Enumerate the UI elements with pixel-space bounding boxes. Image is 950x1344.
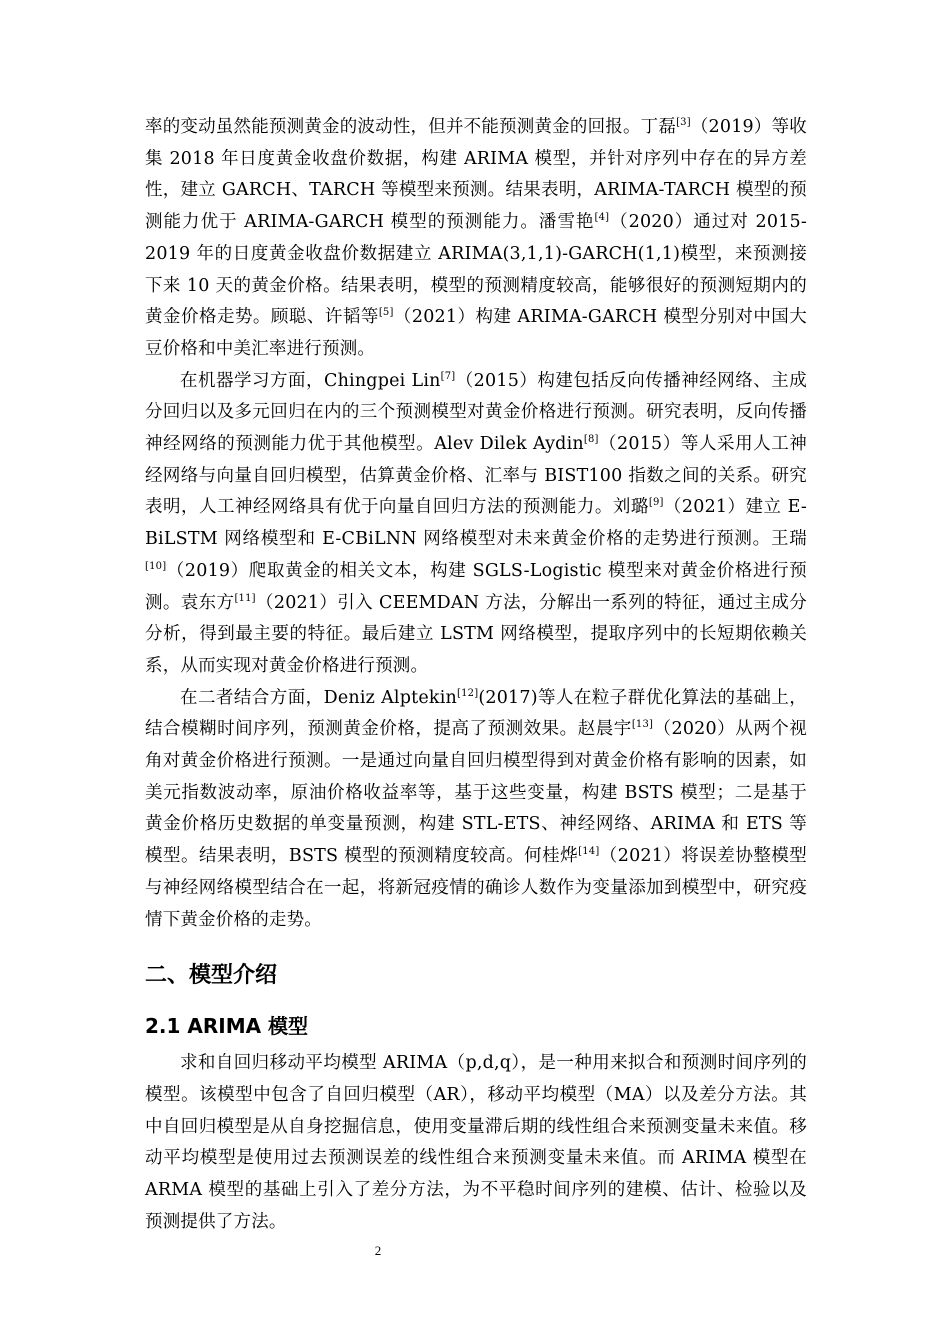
arima-paragraph: 求和自回归移动平均模型 ARIMA（p,d,q），是一种用来拟合和预测时间序列的模型。该模型中包含了自回归模型（AR），移动平均模型（MA）以及差分方法。其中自回归模型是从自身挖掘信息，使用变量滞后期的线性组合来预测变量未来值。移动平均模型是使用过去预测误差的线性组合来预测变量未来值。而 ARIMA 模型在 ARMA 模型的基础上引入了差分方法，为不平稳时间序列的建模、估计、检验以及预测提供了方法。 [145, 1053, 807, 1232]
document-page [145, 112, 807, 1239]
text-run: 在机器学习方面，Chingpei Lin [180, 370, 441, 391]
citation-marker: [7] [440, 370, 456, 382]
citation-marker: [3] [676, 117, 691, 129]
citation-marker: [13] [631, 719, 654, 731]
citation-marker: [5] [378, 307, 394, 319]
text-run: （2019）爬取黄金的相关文本，构建 SGLS-Logistic 模型来对黄金价格进行预测。袁东方 [145, 560, 807, 613]
paragraph-p1 [145, 112, 807, 366]
citation-marker: [10] [145, 561, 167, 573]
paragraph-p3 [145, 683, 807, 937]
citation-marker: [8] [583, 434, 599, 446]
text-run: （2021）构建 ARIMA-GARCH 模型分别对中国大豆价格和中美汇率进行预测。 [145, 307, 807, 359]
text-run: （2021）将误差协整模型与神经网络模型结合在一起，将新冠疫情的确诊人数作为变量添加到模型中，研究疫情下黄金价格的走势。 [145, 846, 807, 930]
text-run: （2015）构建包括反向传播神经网络、主成分回归以及多元回归在内的三个预测模型对黄金价格进行预测。研究表明，反向传播神经网络的预测能力优于其他模型。Alev Dilek Aydin [145, 370, 807, 455]
citation-marker: [11] [234, 592, 256, 604]
text-run: （2015）等人采用人工神经网络与向量自回归模型，估算黄金价格、汇率与 BIST100 指数之间的关系。研究表明，人工神经网络具有优于向量自回归方法的预测能力。刘璐 [145, 434, 808, 518]
text-run: （2021）引入 CEEMDAN 方法，分解出一系列的特征，通过主成分分析，得到最主要的特征。最后建立 LSTM 网络模型，提取序列中的长短期依赖关系，从而实现对黄金价格进行预测。 [145, 592, 808, 676]
section-heading: 二、模型介绍 [145, 963, 278, 989]
citation-marker: [14] [578, 846, 600, 858]
subsection-heading: 2.1 ARIMA 模型 [145, 1014, 309, 1039]
literature-review [145, 112, 807, 936]
text-run: （2020）通过对 2015-2019 年的日度黄金收盘价数据建立 ARIMA(3,1,1)-GARCH(1,1)模型，来预测接下来 10 天的黄金价格。结果表明，模型的预测精度较高，能够很好的预测短期内的黄金价格走势。顾聪、许韬等 [145, 212, 807, 328]
text-run: 率的变动虽然能预测黄金的波动性，但并不能预测黄金的回报。丁磊 [145, 117, 677, 137]
text-run: （2019）等收集 2018 年日度黄金收盘价数据，构建 ARIMA 模型，并针对序列中存在的异方差性，建立 GARCH、TARCH 等模型来预测。结果表明，ARIMA-TARCH 模型的预测能力优于 ARIMA-GARCH 模型的预测能力。潘雪艳 [145, 117, 807, 233]
text-run: （2020）从两个视角对黄金价格进行预测。一是通过向量自回归模型得到对黄金价格有影响的因素，如美元指数波动率，原油价格收益率等，基于这些变量，构建 BSTS 模型；二是基于黄金价格历史数据的单变量预测，构建 STL-ETS、神经网络、ARIMA 和 ETS 等模型。结果表明，BSTS 模型的预测精度较高。何桂烨 [145, 719, 807, 867]
citation-marker: [4] [594, 212, 610, 224]
page-number: 2 [374, 1243, 382, 1258]
text-run: (2017)等人在粒子群优化算法的基础上，结合模糊时间序列，预测黄金价格，提高了预测效果。赵晨宇 [145, 687, 807, 740]
text-run: 在二者结合方面，Deniz Alptekin [180, 687, 457, 708]
citation-marker: [9] [648, 497, 664, 509]
text-run: （2021）建立 E-BiLSTM 网络模型和 E-CBiLNN 网络模型对未来黄金价格的走势进行预测。王瑞 [145, 497, 807, 550]
citation-marker: [12] [457, 687, 479, 699]
paragraph-p2 [145, 366, 807, 683]
